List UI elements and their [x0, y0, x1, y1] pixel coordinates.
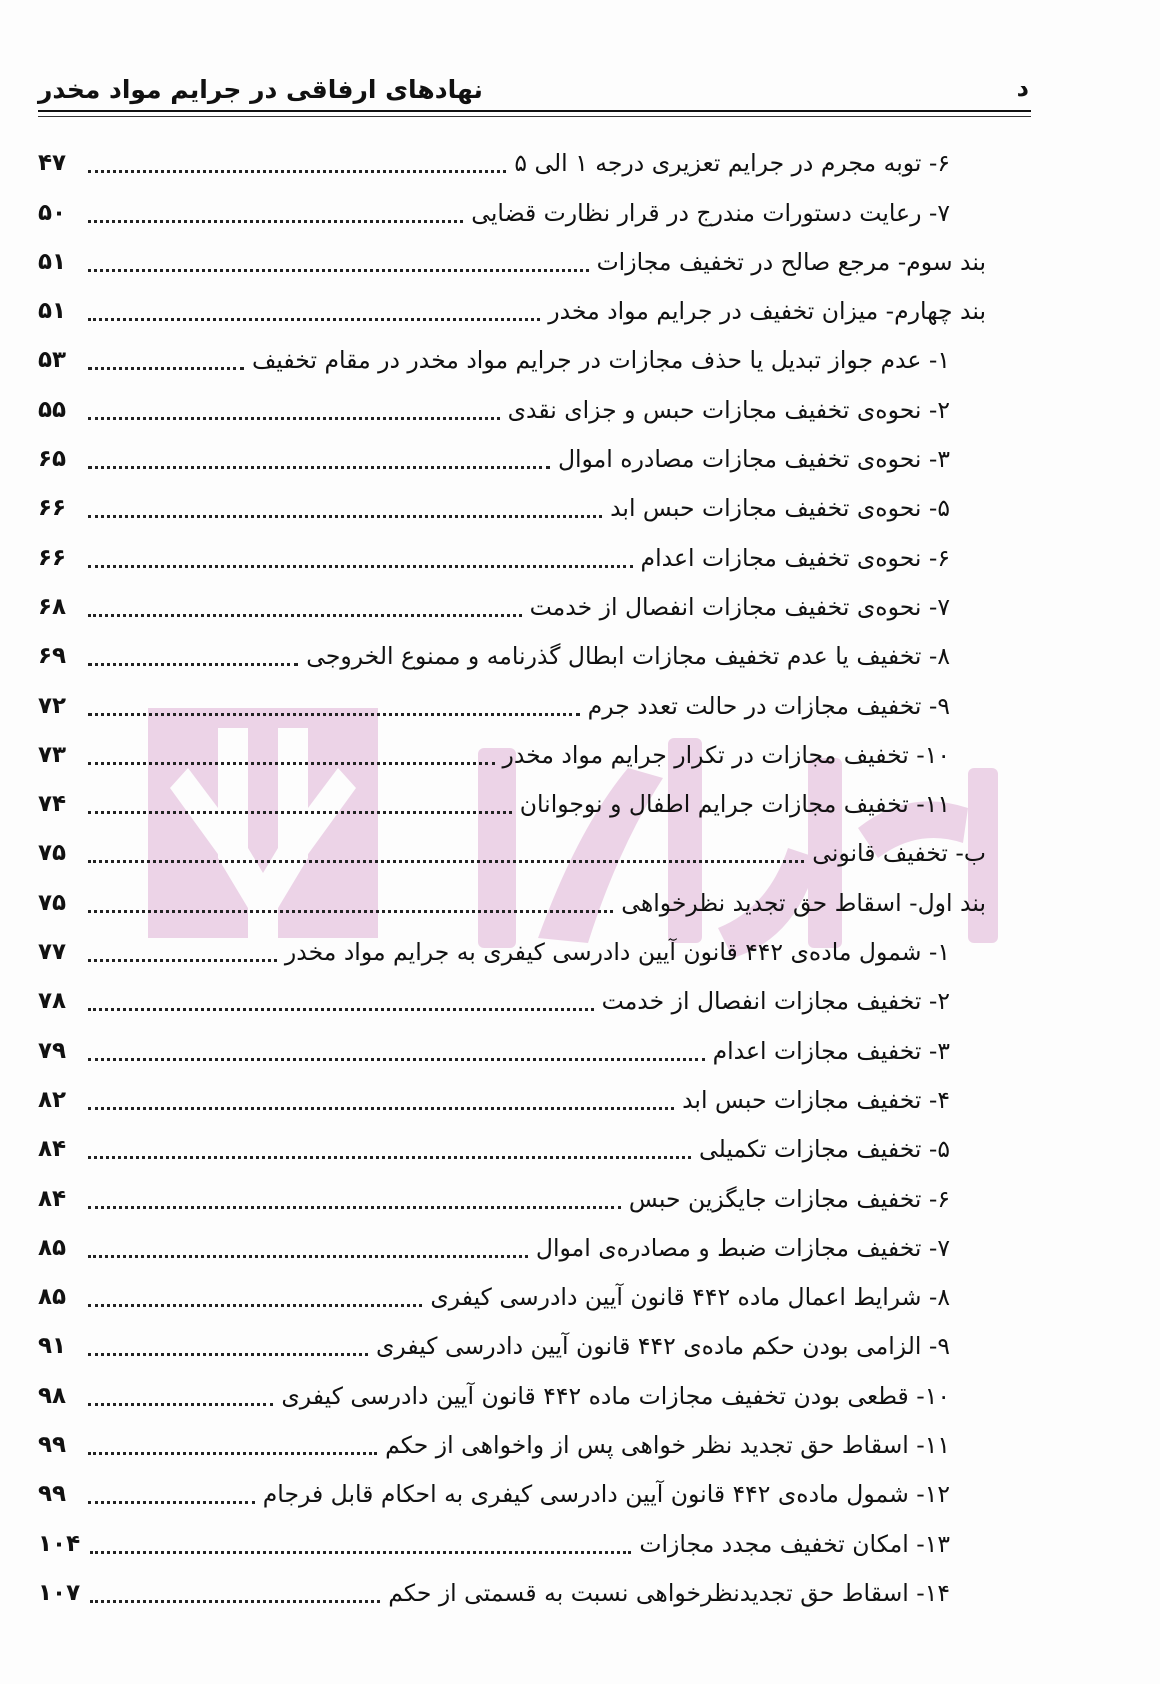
toc-page-number: ۶۹ [38, 643, 67, 670]
toc-entry [38, 580, 1018, 629]
toc-entry [38, 1319, 1018, 1368]
toc-entry [38, 629, 1018, 678]
toc-entry [38, 1516, 1018, 1565]
toc-entry [38, 1073, 1018, 1122]
toc-entry-title: ۳- تخفیف مجازات اعدام [712, 1036, 950, 1065]
toc-entry-title: ۶- نحوه‌ی تخفیف مجازات اعدام [640, 543, 950, 572]
toc-entry [38, 185, 1018, 234]
toc-page-number: ۹۱ [38, 1333, 67, 1360]
toc-dot-leader [88, 367, 244, 370]
toc-dot-leader [88, 466, 550, 469]
toc-entry [38, 678, 1018, 727]
toc-page-number: ۵۰ [38, 199, 67, 226]
toc-dot-leader [88, 1255, 528, 1258]
toc-entry [38, 235, 1018, 284]
toc-entry-title: ۸- تخفیف یا عدم تخفیف مجازات ابطال گذرنامه و ممنوع الخروجی [306, 642, 950, 671]
toc-entry-title: ۹- تخفیف مجازات در حالت تعدد جرم [587, 691, 950, 720]
toc-dot-leader [88, 220, 463, 223]
toc-dot-leader [88, 959, 277, 962]
toc-entry-title: ۱۳- امکان تخفیف مجدد مجازات [639, 1529, 950, 1558]
toc-entry-title: ۶- توبه مجرم در جرایم تعزیری درجه ۱ الی ۵ [514, 149, 950, 178]
toc-entry [38, 875, 1018, 924]
toc-dot-leader [88, 1501, 255, 1504]
toc-page-number: ۱۰۴ [38, 1530, 81, 1557]
page-letter: د [1016, 74, 1029, 102]
toc-entry [38, 826, 1018, 875]
toc-page-number: ۷۳ [38, 741, 67, 768]
toc-entry [38, 777, 1018, 826]
toc-dot-leader [88, 1206, 621, 1209]
toc-page-number: ۶۸ [38, 593, 67, 620]
toc-entry [38, 1368, 1018, 1417]
toc-page-number: ۵۵ [38, 396, 67, 423]
toc-dot-leader [88, 1304, 422, 1307]
toc-entry-title: بند اول- اسقاط حق تجدید نظرخواهی [621, 888, 986, 917]
toc-page-number: ۷۴ [38, 791, 67, 818]
toc-entry-title: ۱۰- قطعی بودن تخفیف مجازات ماده ۴۴۲ قانون آیین دادرسی کیفری [281, 1381, 950, 1410]
toc-page-number: ۴۷ [38, 150, 67, 177]
toc-dot-leader [88, 910, 613, 913]
toc-entry [38, 974, 1018, 1023]
toc-entry-title: ۵- تخفیف مجازات تکمیلی [698, 1135, 950, 1164]
toc-entry [38, 1566, 1018, 1615]
toc-page-number: ۶۵ [38, 446, 67, 473]
toc-dot-leader [88, 614, 522, 617]
toc-entry-title: ۳- نحوه‌ی تخفیف مجازات مصادره اموال [557, 445, 950, 474]
toc-page-number: ۸۵ [38, 1234, 67, 1261]
toc-page-number: ۷۵ [38, 840, 67, 867]
toc-page-number: ۷۵ [38, 889, 67, 916]
toc-entry-title: ب- تخفیف قانونی [812, 839, 986, 868]
toc-dot-leader [88, 565, 633, 568]
toc-dot-leader [90, 1600, 380, 1603]
toc-dot-leader [90, 1551, 631, 1554]
toc-dot-leader [88, 170, 506, 173]
toc-entry-title: ۷- رعایت دستورات مندرج در قرار نظارت قضایی [471, 198, 950, 227]
toc-entry [38, 1171, 1018, 1220]
toc-dot-leader [88, 1107, 674, 1110]
toc-page-number: ۹۹ [38, 1481, 67, 1508]
toc-dot-leader [88, 1403, 273, 1406]
toc-entry [38, 1418, 1018, 1467]
toc-entry [38, 432, 1018, 481]
toc-entry-title: ۲- نحوه‌ی تخفیف مجازات حبس و جزای نقدی [507, 395, 950, 424]
toc-dot-leader [88, 1058, 705, 1061]
toc-dot-leader [88, 515, 602, 518]
toc-page-number: ۹۸ [38, 1382, 67, 1409]
toc-dot-leader [88, 1452, 377, 1455]
toc-entry [38, 333, 1018, 382]
toc-dot-leader [88, 269, 589, 272]
toc-entry-title: ۷- تخفیف مجازات ضبط و مصادره‌ی اموال [535, 1233, 950, 1262]
toc-entry-title: ۱۱- تخفیف مجازات جرایم اطفال و نوجوانان [519, 790, 950, 819]
toc-page-number: ۵۱ [38, 248, 67, 275]
toc-entry-title: ۱۲- شمول ماده‌ی ۴۴۲ قانون آیین دادرسی کیفری به احکام قابل فرجام [262, 1480, 950, 1509]
running-header [38, 68, 1031, 112]
toc-entry-title: ۴- تخفیف مجازات حبس ابد [682, 1085, 950, 1114]
toc-page-number: ۵۳ [38, 347, 67, 374]
toc-entry [38, 284, 1018, 333]
toc-dot-leader [88, 762, 495, 765]
toc-page-number: ۱۰۷ [38, 1579, 81, 1606]
book-title: نهادهای ارفاقی در جرایم مواد مخدر [38, 75, 483, 104]
header-divider [38, 116, 1031, 117]
toc-dot-leader [88, 860, 804, 863]
toc-page-number: ۷۷ [38, 939, 67, 966]
toc-page-number: ۵۱ [38, 298, 67, 325]
toc-entry-title: بند چهارم- میزان تخفیف در جرایم مواد مخدر [548, 297, 986, 326]
toc-entry [38, 1023, 1018, 1072]
toc-page-number: ۶۶ [38, 495, 67, 522]
toc-entry-title: ۷- نحوه‌ی تخفیف مجازات انفصال از خدمت [529, 592, 950, 621]
toc-page-number: ۷۲ [38, 692, 67, 719]
toc-entry [38, 1467, 1018, 1516]
toc-entry-title: ۱۰- تخفیف مجازات در تکرار جرایم مواد مخدر [502, 740, 950, 769]
toc-dot-leader [88, 1353, 368, 1356]
toc-entry-title: ۸- شرایط اعمال ماده ۴۴۲ قانون آیین دادرسی کیفری [430, 1283, 950, 1312]
toc-page-number: ۷۹ [38, 1037, 67, 1064]
toc-entry-title: ۹- الزامی بودن حکم ماده‌ی ۴۴۲ قانون آیین دادرسی کیفری [375, 1332, 950, 1361]
toc-entry [38, 1221, 1018, 1270]
table-of-contents [38, 136, 1018, 1615]
toc-dot-leader [88, 1008, 594, 1011]
toc-dot-leader [88, 663, 298, 666]
toc-entry-title: ۱- عدم جواز تبدیل یا حذف مجازات در جرایم مواد مخدر در مقام تخفیف [251, 346, 950, 375]
toc-dot-leader [88, 1156, 691, 1159]
toc-page-number: ۸۴ [38, 1185, 67, 1212]
toc-page-number: ۸۲ [38, 1086, 67, 1113]
toc-dot-leader [88, 713, 580, 716]
toc-entry-title: ۲- تخفیف مجازات انفصال از خدمت [601, 987, 950, 1016]
toc-entry-title: ۱- شمول ماده‌ی ۴۴۲ قانون آیین دادرسی کیفری به جرایم مواد مخدر [284, 938, 950, 967]
toc-page-number: ۷۸ [38, 988, 67, 1015]
toc-dot-leader [88, 417, 500, 420]
toc-dot-leader [88, 318, 540, 321]
toc-page-number: ۶۶ [38, 544, 67, 571]
toc-entry [38, 1122, 1018, 1171]
toc-entry-title: بند سوم- مرجع صالح در تخفیف مجازات [596, 247, 986, 276]
toc-entry [38, 728, 1018, 777]
toc-entry [38, 530, 1018, 579]
toc-entry [38, 382, 1018, 431]
toc-page-number: ۸۵ [38, 1284, 67, 1311]
toc-entry [38, 1270, 1018, 1319]
toc-entry-title: ۱۱- اسقاط حق تجدید نظر خواهی پس از واخواهی از حکم [385, 1431, 950, 1460]
toc-page-number: ۹۹ [38, 1432, 67, 1459]
toc-entry-title: ۱۴- اسقاط حق تجدیدنظرخواهی نسبت به قسمتی از حکم [388, 1578, 950, 1607]
toc-entry [38, 136, 1018, 185]
toc-entry [38, 925, 1018, 974]
toc-entry-title: ۵- نحوه‌ی تخفیف مجازات حبس ابد [610, 494, 950, 523]
toc-dot-leader [88, 811, 512, 814]
toc-entry [38, 481, 1018, 530]
toc-entry-title: ۶- تخفیف مجازات جایگزین حبس [628, 1184, 950, 1213]
toc-page-number: ۸۴ [38, 1136, 67, 1163]
